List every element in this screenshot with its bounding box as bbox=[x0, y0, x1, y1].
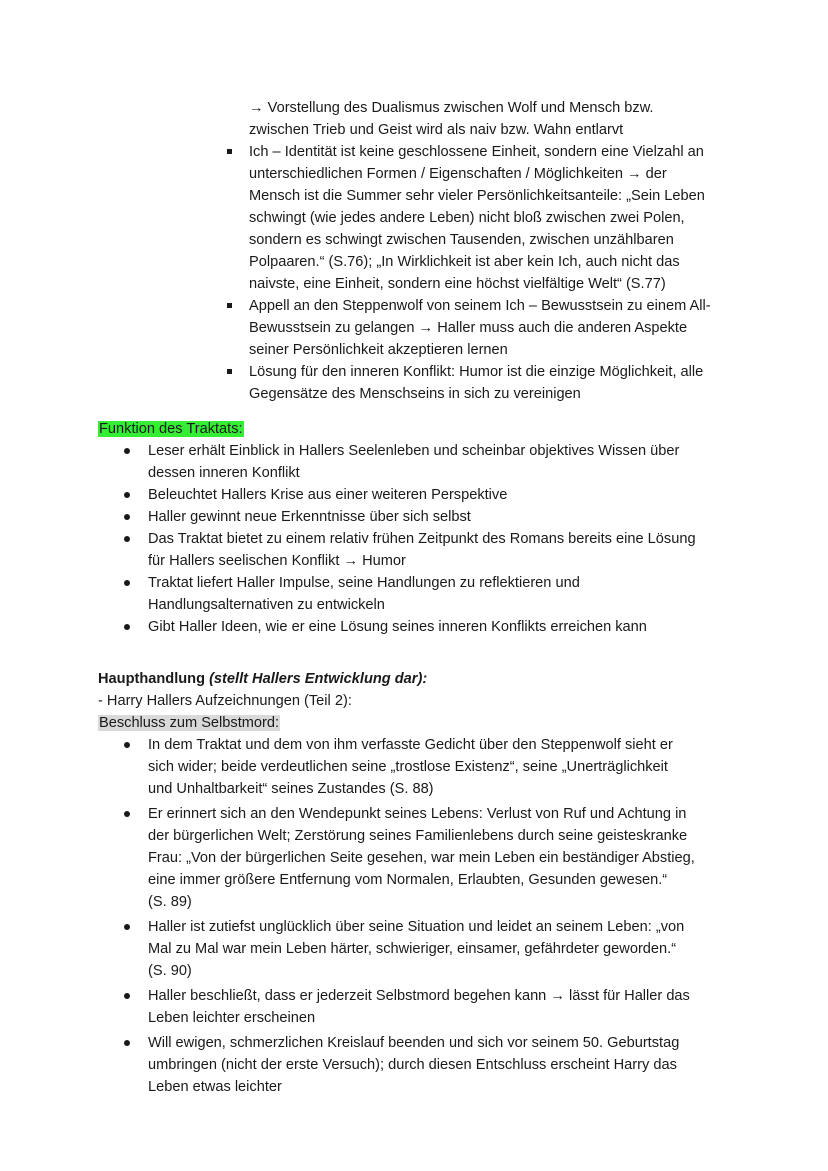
list-item bbox=[148, 528, 768, 572]
text-line: Leben etwas leichter bbox=[148, 1079, 282, 1095]
text-line: (S. 90) bbox=[148, 963, 192, 979]
funktion-bullet-list bbox=[148, 440, 768, 638]
list-item bbox=[249, 141, 759, 295]
list-item bbox=[148, 440, 768, 484]
round-bullet-icon bbox=[124, 1040, 130, 1046]
text-line: sich wider; beide verdeutlichen seine „trostlose Existenz“, seine „Unerträglichkeit bbox=[148, 759, 668, 775]
list-item bbox=[249, 361, 759, 405]
text-line: unterschiedlichen Formen / Eigenschaften / Möglichkeiten → der bbox=[249, 166, 667, 182]
text-line: Leben leichter erscheinen bbox=[148, 1010, 316, 1026]
round-bullet-icon bbox=[124, 492, 130, 498]
list-item bbox=[148, 1032, 768, 1098]
haupt-heading-italic: (stellt Hallers Entwicklung dar): bbox=[209, 671, 428, 687]
text-line: Appell an den Steppenwolf von seinem Ich – Bewusstsein zu einem All- bbox=[249, 298, 711, 314]
haupt-bullet-list bbox=[148, 734, 768, 1098]
list-item bbox=[148, 572, 768, 616]
text-line: Haller ist zutiefst unglücklich über seine Situation und leidet an seinem Leben: „von bbox=[148, 919, 685, 935]
text-line: Bewusstsein zu gelangen → Haller muss auch die anderen Aspekte bbox=[249, 320, 688, 336]
text-line: Leser erhält Einblick in Hallers Seelenleben und scheinbar objektives Wissen über bbox=[148, 443, 680, 459]
round-bullet-icon bbox=[124, 580, 130, 586]
haupt-subheading: - Harry Hallers Aufzeichnungen (Teil 2): bbox=[98, 693, 352, 709]
haupt-heading-bold: Haupthandlung bbox=[98, 671, 210, 687]
text-line: Polpaaren.“ (S.76); „In Wirklichkeit ist aber kein Ich, auch nicht das bbox=[249, 254, 680, 270]
haupt-heading-block bbox=[98, 668, 748, 734]
text-line: Beleuchtet Hallers Krise aus einer weiteren Perspektive bbox=[148, 487, 508, 503]
text-line: umbringen (nicht der erste Versuch); durch diesen Entschluss erscheint Harry das bbox=[148, 1057, 677, 1073]
text-line: Traktat liefert Haller Impulse, seine Handlungen zu reflektieren und bbox=[148, 575, 580, 591]
text-line: Er erinnert sich an den Wendepunkt seines Lebens: Verlust von Ruf und Achtung in bbox=[148, 806, 687, 822]
text-line: Mal zu Mal war mein Leben härter, schwieriger, einsamer, gefährdeter geworden.“ bbox=[148, 941, 677, 957]
text-line: und Unhaltbarkeit“ seines Zustandes (S. 88) bbox=[148, 781, 434, 797]
square-bullet-icon bbox=[227, 303, 232, 308]
round-bullet-icon bbox=[124, 811, 130, 817]
text-line: naivste, eine Einheit, sondern eine höchst vielfältige Welt“ (S.77) bbox=[249, 276, 666, 292]
list-item bbox=[148, 484, 768, 506]
round-bullet-icon bbox=[124, 514, 130, 520]
text-line: für Hallers seelischen Konflikt → Humor bbox=[148, 553, 406, 569]
round-bullet-icon bbox=[124, 924, 130, 930]
round-bullet-icon bbox=[124, 448, 130, 454]
text-line: dessen inneren Konflikt bbox=[148, 465, 300, 481]
text-line: zwischen Trieb und Geist wird als naiv bzw. Wahn entlarvt bbox=[249, 122, 624, 138]
text-line: (S. 89) bbox=[148, 894, 192, 910]
text-line: Mensch ist die Summer sehr vieler Persönlichkeitsanteile: „Sein Leben bbox=[249, 188, 705, 204]
text-line: Frau: „Von der bürgerlichen Seite gesehen, war mein Leben ein beständiger Abstieg, bbox=[148, 850, 695, 866]
text-line: → Vorstellung des Dualismus zwischen Wolf und Mensch bzw. bbox=[249, 100, 654, 116]
section-heading: Beschluss zum Selbstmord: bbox=[99, 715, 280, 731]
top-bullet-list bbox=[249, 141, 759, 405]
round-bullet-icon bbox=[124, 624, 130, 630]
text-line: sondern es schwingt zwischen Tausenden, zwischen unzählbaren bbox=[249, 232, 674, 248]
list-item bbox=[148, 985, 768, 1029]
list-item bbox=[148, 506, 768, 528]
round-bullet-icon bbox=[124, 742, 130, 748]
square-bullet-icon bbox=[227, 149, 232, 154]
text-line: Handlungsalternativen zu entwickeln bbox=[148, 597, 385, 613]
list-item bbox=[148, 616, 768, 638]
text-line: Will ewigen, schmerzlichen Kreislauf beenden und sich vor seinem 50. Geburtstag bbox=[148, 1035, 680, 1051]
text-line: Lösung für den inneren Konflikt: Humor ist die einzige Möglichkeit, alle bbox=[249, 364, 704, 380]
text-line: seiner Persönlichkeit akzeptieren lernen bbox=[249, 342, 508, 358]
list-item bbox=[148, 803, 768, 913]
text-line: der bürgerlichen Welt; Zerstörung seines Familienlebens durch seine geisteskranke bbox=[148, 828, 688, 844]
text-line: Das Traktat bietet zu einem relativ frühen Zeitpunkt des Romans bereits eine Lösung bbox=[148, 531, 696, 547]
text-line: Gegensätze des Menschseins in sich zu vereinigen bbox=[249, 386, 581, 402]
square-bullet-icon bbox=[227, 369, 232, 374]
round-bullet-icon bbox=[124, 536, 130, 542]
list-item bbox=[148, 916, 768, 982]
list-item bbox=[249, 295, 759, 361]
text-line: Ich – Identität ist keine geschlossene Einheit, sondern eine Vielzahl an bbox=[249, 144, 704, 160]
text-line: In dem Traktat und dem von ihm verfasste Gedicht über den Steppenwolf sieht er bbox=[148, 737, 673, 753]
funktion-heading-block bbox=[98, 418, 244, 440]
text-line: Haller gewinnt neue Erkenntnisse über sich selbst bbox=[148, 509, 471, 525]
list-item bbox=[148, 734, 768, 800]
text-line: Gibt Haller Ideen, wie er eine Lösung seines inneren Konflikts erreichen kann bbox=[148, 619, 647, 635]
text-line: schwingt (wie jedes andere Leben) nicht bloß zwischen zwei Polen, bbox=[249, 210, 685, 226]
haupt-heading bbox=[98, 668, 748, 690]
funktion-heading: Funktion des Traktats: bbox=[99, 421, 243, 437]
text-line: Haller beschließt, dass er jederzeit Selbstmord begehen kann → lässt für Haller das bbox=[148, 988, 690, 1004]
round-bullet-icon bbox=[124, 993, 130, 999]
top-continuation bbox=[249, 97, 749, 141]
text-line: eine immer größere Entfernung vom Normalen, Erlaubten, Gesunden gewesen.“ bbox=[148, 872, 668, 888]
